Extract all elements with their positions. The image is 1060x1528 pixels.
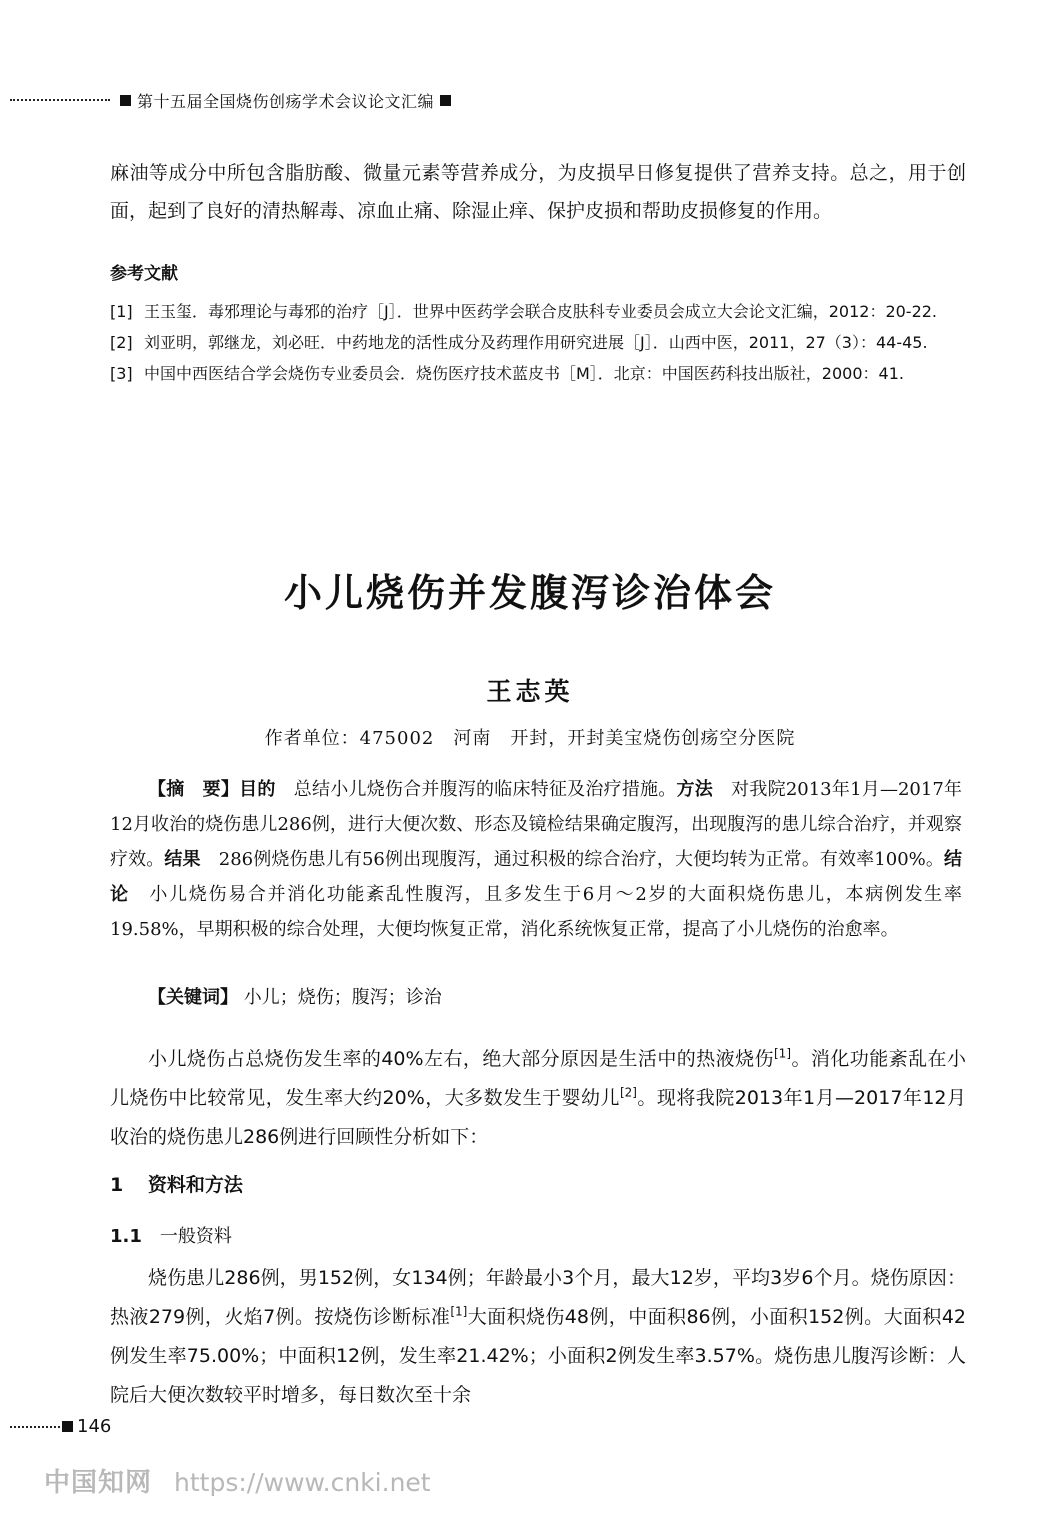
reference-item — [110, 327, 970, 358]
section-heading — [110, 1170, 243, 1197]
abstract-method-label: 方法 — [676, 779, 713, 800]
abstract-purpose-label: 目的 — [239, 779, 276, 800]
keywords — [148, 980, 442, 1015]
keywords-tag: 【关键词】 — [148, 987, 238, 1008]
page-footer — [10, 1416, 111, 1437]
section-title: 资料和方法 — [147, 1174, 243, 1196]
abstract-result: 286例烧伤患儿有56例出现腹泻，通过积极的综合治疗，大便均转为正常。有效率100%。 — [200, 849, 945, 870]
abstract — [110, 772, 962, 947]
abstract-purpose: 总结小儿烧伤合并腹泻的临床特征及治疗措施。 — [275, 779, 677, 800]
abstract-method: 对我院2013年1月—2017年12月收治的烧伤患儿286例，进行大便次数、形态及镜检结果确定腹泻，出现腹泻的患儿综合治疗，并观察疗效。 — [110, 779, 963, 870]
intro-text-3: 。现将我院2013年1月—2017年12月收治的烧伤患儿286例进行回顾性分析如下： — [110, 1087, 966, 1148]
abstract-tag: 【摘 要】 — [148, 779, 240, 800]
reference-text: 中国中西医结合学会烧伤专业委员会．烧伤医疗技术蓝皮书［M］．北京：中国医药科技出版社，2000：41. — [144, 364, 904, 383]
citation-ref: [1] — [774, 1046, 791, 1061]
reference-item — [110, 358, 970, 389]
reference-item — [110, 296, 970, 327]
article-author: 王志英 — [486, 677, 574, 706]
reference-number: [2] — [110, 333, 133, 352]
intro-text-2: 。消化功能紊乱在小儿烧伤中比较常见，发生率大约20%，大多数发生于婴幼儿 — [110, 1048, 966, 1109]
cnki-watermark — [44, 1462, 431, 1499]
page-number: 146 — [77, 1416, 112, 1437]
abstract-conclusion-label: 结论 — [110, 849, 963, 905]
references-list — [110, 296, 970, 389]
header-dotted-rule — [10, 99, 110, 101]
reference-text: 刘亚明，郭继龙，刘必旺．中药地龙的活性成分及药理作用研究进展［J］．山西中医，2011，27（3）：44-45. — [144, 333, 928, 352]
keywords-text: 小儿；烧伤；腹泻；诊治 — [243, 987, 442, 1008]
abstract-conclusion: 小儿烧伤易合并消化功能紊乱性腹泻，且多发生于6月～2岁的大面积烧伤患儿，本病例发生率19.58%，早期积极的综合处理，大便均恢复正常，消化系统恢复正常，提高了小儿烧伤的治愈率。 — [110, 884, 962, 940]
footer-dotted-rule — [10, 1426, 60, 1428]
citation-ref: [1] — [450, 1304, 468, 1319]
subsection-text-2: 大面积烧伤48例，中面积86例，小面积152例。大面积42例发生率75.00%；中面积12例，发生率21.42%；小面积2例发生率3.57%。烧伤患儿腹泻诊断：人院后大便次数较平时增多，每日数次至十余 — [110, 1306, 967, 1406]
cnki-logo: 中国知网 — [44, 1468, 153, 1498]
subsection-title: 一般资料 — [159, 1226, 232, 1247]
cnki-url: https://www.cnki.net — [174, 1468, 431, 1497]
header-square-icon — [440, 95, 451, 106]
subsection-text-1: 烧伤患儿286例，男152例，女134例；年龄最小3个月，最大12岁，平均3岁6个月。烧伤原因：热液279例，火焰7例。按烧伤诊断标准 — [110, 1267, 966, 1328]
reference-text: 王玉玺．毒邪理论与毒邪的治疗［J］．世界中医药学会联合皮肤科专业委员会成立大会论文汇编，2012：20-22. — [144, 302, 938, 321]
subsection-number: 1.1 — [110, 1226, 142, 1247]
reference-number: [3] — [110, 364, 133, 383]
intro-paragraph — [110, 1040, 966, 1157]
header-square-icon — [120, 95, 131, 106]
intro-text-1: 小儿烧伤占总烧伤发生率的40%左右，绝大部分原因是生活中的热液烧伤 — [148, 1048, 774, 1070]
subsection-paragraph — [110, 1259, 966, 1415]
footer-square-icon — [62, 1421, 73, 1432]
references-title: 参考文献 — [110, 264, 178, 284]
running-header — [10, 88, 1050, 112]
subsection-heading — [110, 1222, 232, 1248]
header-title: 第十五届全国烧伤创疡学术会议论文汇编 — [137, 91, 435, 111]
section-number: 1 — [110, 1174, 124, 1196]
previous-paragraph: 麻油等成分中所包含脂肪酸、微量元素等营养成分，为皮损早日修复提供了营养支持。总之，用于创面，起到了良好的清热解毒、凉血止痛、除湿止痒、保护皮损和帮助皮损修复的作用。 — [110, 162, 966, 222]
abstract-result-label: 结果 — [164, 849, 201, 870]
author-affiliation: 作者单位：475002 河南 开封，开封美宝烧伤创疡空分医院 — [264, 728, 796, 749]
reference-number: [1] — [110, 302, 133, 321]
citation-ref: [2] — [619, 1085, 637, 1100]
article-title: 小儿烧伤并发腹泻诊治体会 — [283, 571, 776, 615]
